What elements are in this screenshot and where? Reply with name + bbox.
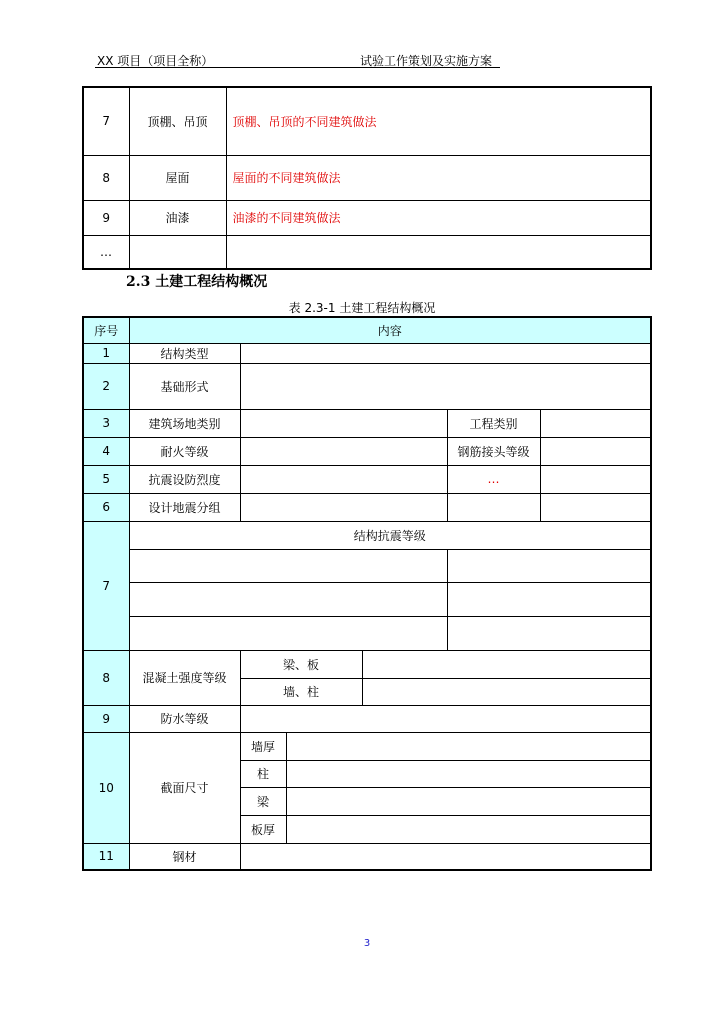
value-cell [286,732,651,760]
value-cell [447,582,651,616]
sub-label: 梁、板 [240,650,362,678]
row-number: 9 [83,200,129,235]
table-row [83,87,651,155]
table-row [83,650,651,678]
header-number: 序号 [83,317,129,343]
sub-label: 柱 [240,760,286,787]
table-row [83,200,651,235]
sub-label: 墙厚 [240,732,286,760]
row-label: 结构抗震等级 [129,521,651,549]
value-cell [540,437,651,465]
value-cell [129,549,447,582]
table-row [83,549,651,582]
row-number: 7 [83,521,129,650]
table-caption: 表 2.3-1 土建工程结构概况 [288,301,436,315]
row-label: 建筑场地类别 [129,409,240,437]
value-cell [240,409,447,437]
value-cell [447,493,540,521]
table-row [83,521,651,549]
value-cell [286,815,651,843]
row-item: 油漆 [129,200,226,235]
row-label: 抗震设防烈度 [129,465,240,493]
row-number: 8 [83,650,129,705]
row-number: 6 [83,493,129,521]
row-number: 2 [83,363,129,409]
table-row [83,235,651,269]
row-label: 截面尺寸 [129,732,240,843]
row-label: 防水等级 [129,705,240,732]
value-cell [129,616,447,650]
row-label: 设计地震分组 [129,493,240,521]
value-cell [362,678,651,705]
value-cell [286,760,651,787]
value-cell [240,493,447,521]
value-cell [447,549,651,582]
table-row [83,465,651,493]
table-row [83,616,651,650]
row-description: 顶棚、吊顶的不同建筑做法 [226,87,651,155]
sub-label: 板厚 [240,815,286,843]
table-row [83,493,651,521]
table-row [83,155,651,200]
row-description: 屋面的不同建筑做法 [226,155,651,200]
row-label-secondary: 钢筋接头等级 [447,437,540,465]
row-label-secondary: 工程类别 [447,409,540,437]
row-label: 混凝土强度等级 [129,650,240,705]
table-row [83,437,651,465]
value-cell [240,343,651,363]
row-label: 钢材 [129,843,240,870]
sub-label: 墙、柱 [240,678,362,705]
row-number: 10 [83,732,129,843]
row-number: 11 [83,843,129,870]
row-description: 油漆的不同建筑做法 [226,200,651,235]
value-cell [362,650,651,678]
value-cell [240,465,447,493]
value-cell [286,787,651,815]
row-number: … [83,235,129,269]
table-row [83,363,651,409]
table-row [83,343,651,363]
value-cell [540,493,651,521]
row-item: 顶棚、吊顶 [129,87,226,155]
value-cell [447,616,651,650]
table-row [83,732,651,760]
value-cell [240,437,447,465]
row-number: 1 [83,343,129,363]
row-number: 8 [83,155,129,200]
structure-overview-table [82,316,652,871]
value-cell [240,363,651,409]
row-label: 耐火等级 [129,437,240,465]
row-number: 7 [83,87,129,155]
row-description [226,235,651,269]
value-cell [240,705,651,732]
row-number: 9 [83,705,129,732]
page-number: 3 [363,938,371,949]
row-item [129,235,226,269]
table-row [83,705,651,732]
row-number: 5 [83,465,129,493]
finishing-table [82,86,652,270]
header-document-title: 试验工作策划及实施方案 [360,54,493,68]
table-row [83,582,651,616]
row-number: 3 [83,409,129,437]
value-cell [240,843,651,870]
section-title: 2.3 土建工程结构概况 [126,274,268,290]
row-item: 屋面 [129,155,226,200]
header-content: 内容 [129,317,651,343]
table-row [83,843,651,870]
table-row [83,409,651,437]
row-label-secondary: … [447,465,540,493]
value-cell [540,409,651,437]
header-rule [95,67,500,68]
row-number: 4 [83,437,129,465]
value-cell [540,465,651,493]
row-label: 基础形式 [129,363,240,409]
table-header-row [83,317,651,343]
row-label: 结构类型 [129,343,240,363]
value-cell [129,582,447,616]
header-project-name: XX 项目（项目全称） [97,54,214,68]
sub-label: 梁 [240,787,286,815]
